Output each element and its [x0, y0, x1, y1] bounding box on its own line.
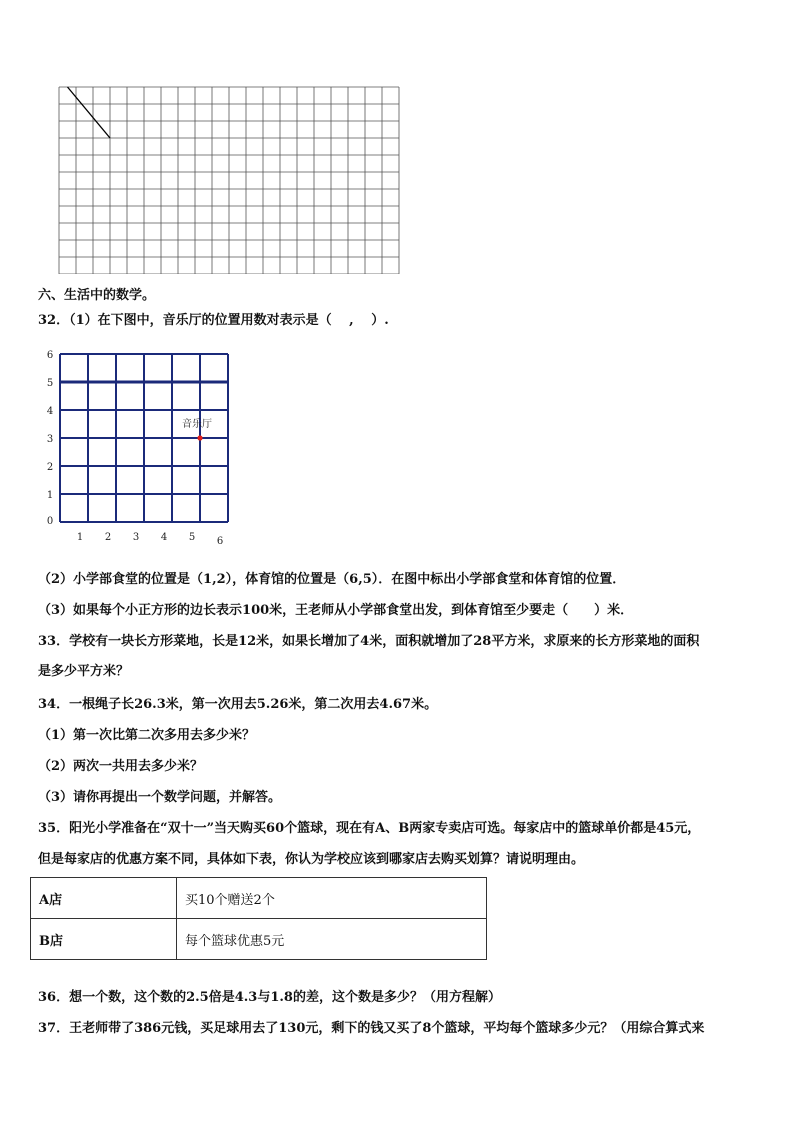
- y-tick-label: 6: [46, 350, 54, 361]
- table-row: [31, 919, 487, 960]
- q33-line2: 是多少平方米？: [38, 664, 130, 679]
- y-tick-label: 5: [46, 378, 54, 389]
- q33-line1: 33．学校有一块长方形菜地，长是12米，如果长增加了4米，面积就增加了28平方米，求原来的长方形菜地的面积: [38, 634, 700, 649]
- coordinate-grid-figure: [40, 345, 240, 550]
- store-offer-cell: 买10个赠送2个: [177, 878, 487, 919]
- q32-part2: （2）小学部食堂的位置是（1,2），体育馆的位置是（6,5）．在图中标出小学部食堂和体育馆的位置．: [38, 572, 626, 587]
- q32-part1: 32．（1）在下图中，音乐厅的位置用数对表示是（ , ）.: [38, 313, 389, 328]
- y-tick-label: 0: [46, 516, 54, 527]
- x-tick-label: 3: [132, 532, 140, 543]
- y-axis-ticks: [47, 350, 53, 527]
- x-tick-label: 2: [104, 532, 112, 543]
- coordinate-grid-lines: [60, 354, 228, 522]
- q35-line1: 35．阳光小学准备在“双十一”当天购买60个篮球，现在有A、B两家专卖店可选。每家店中的篮球单价都是45元，: [38, 821, 701, 836]
- y-tick-label: 2: [46, 462, 54, 473]
- x-tick-label: 1: [76, 532, 84, 543]
- q34-part2: （2）两次一共用去多少米？: [38, 759, 204, 774]
- grid-lines: [59, 87, 399, 274]
- q37-line1: 37．王老师带了386元钱，买足球用去了130元，剩下的钱又买了8个篮球，平均每个篮球多少元？（用综合算式来: [38, 1021, 705, 1036]
- x-tick-label: 4: [160, 532, 168, 543]
- q34-part3: （3）请你再提出一个数学问题，并解答。: [38, 790, 282, 805]
- store-name-cell: A店: [31, 878, 177, 919]
- drawn-segment: [68, 87, 111, 138]
- store-offer-table: [30, 877, 487, 960]
- q32-part3: （3）如果每个小正方形的边长表示100米，王老师从小学部食堂出发，到体育馆至少要走（ ）米．: [38, 603, 634, 618]
- y-tick-label: 3: [46, 434, 54, 445]
- music-hall-label: 音乐厅: [182, 419, 212, 430]
- table-row: [31, 878, 487, 919]
- square-grid-figure: [58, 86, 400, 274]
- store-name-cell: B店: [31, 919, 177, 960]
- q35-line2: 但是每家店的优惠方案不同，具体如下表，你认为学校应该到哪家店去购买划算？请说明理由。: [38, 852, 585, 867]
- x-tick-label: 5: [188, 532, 196, 543]
- y-tick-label: 1: [46, 490, 54, 501]
- y-tick-label: 4: [46, 406, 54, 417]
- q34-part1: （1）第一次比第二次多用去多少米？: [38, 728, 256, 743]
- music-hall-point: [197, 435, 202, 440]
- x-axis-ticks: [77, 532, 223, 547]
- store-offer-cell: 每个篮球优惠5元: [177, 919, 487, 960]
- x-tick-label: 6: [216, 536, 224, 547]
- q34-line1: 34．一根绳子长26.3米，第一次用去5.26米，第二次用去4.67米。: [38, 697, 438, 712]
- section-6-title: 六、生活中的数学。: [38, 288, 156, 303]
- q36-line1: 36．想一个数，这个数的2.5倍是4.3与1.8的差，这个数是多少？（用方程解）: [38, 990, 501, 1005]
